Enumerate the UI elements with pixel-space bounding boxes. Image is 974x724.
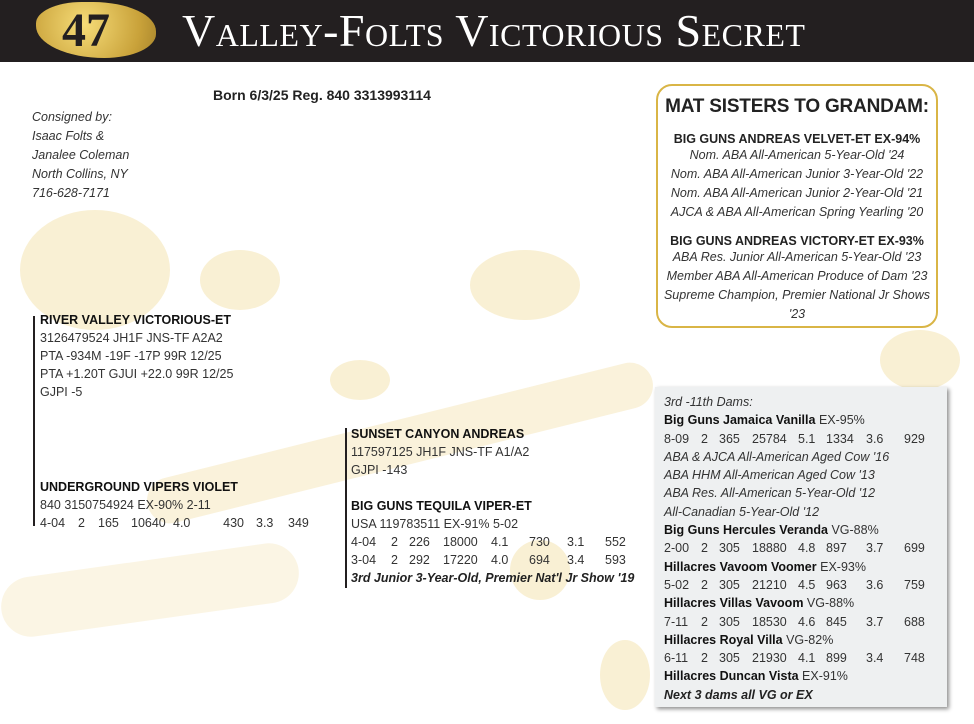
- dam-entry-classification: VG-88%: [831, 523, 879, 538]
- gold-splash: [330, 360, 390, 400]
- dam-entry-name: Hillacres Villas Vavoom: [664, 596, 804, 611]
- mat-sisters-box: [656, 84, 938, 328]
- stat-milkings: 2: [701, 541, 708, 556]
- stat-fat: 730: [529, 535, 550, 549]
- sister-award: ABA Res. Junior All-American 5-Year-Old '23: [672, 250, 922, 264]
- stat-milk: 10640: [131, 516, 166, 530]
- dam-entry-record: [664, 539, 947, 557]
- stat-protein-pct: 3.7: [866, 614, 884, 629]
- sister-name: BIG GUNS ANDREAS VICTORY-ET EX-93%: [670, 234, 924, 248]
- stat-milkings: 2: [391, 553, 398, 567]
- sire-block: [40, 311, 233, 401]
- stat-milk: 18000: [443, 535, 478, 549]
- sire-line: PTA +1.20T GJUI +22.0 99R 12/25: [40, 367, 234, 381]
- dam-entry-record: [664, 430, 947, 448]
- stat-age: 2-00: [664, 541, 690, 556]
- grandam-block: [351, 497, 635, 587]
- stat-age: 4-04: [351, 535, 377, 549]
- stat-milk: 25784: [752, 431, 787, 446]
- dam-entry-classification: EX-93%: [820, 559, 866, 574]
- stat-protein: 593: [605, 553, 626, 567]
- stat-fat-pct: 4.6: [798, 614, 816, 629]
- dam-entry-award: ABA & AJCA All-American Aged Cow '16: [664, 449, 890, 464]
- stat-milk: 21930: [752, 651, 787, 666]
- stat-fat-pct: 4.0: [491, 553, 509, 567]
- dam-entry-name: Big Guns Jamaica Vanilla: [664, 413, 816, 428]
- gold-splash: [200, 250, 280, 310]
- stat-days: 305: [719, 541, 740, 556]
- sister-award: Nom. ABA All-American Junior 3-Year-Old '22: [670, 167, 924, 181]
- stat-milkings: 2: [701, 577, 708, 592]
- dam-entry-classification: VG-82%: [786, 632, 834, 647]
- sire-name: RIVER VALLEY VICTORIOUS-ET: [40, 313, 231, 327]
- consignor-info: [32, 108, 129, 203]
- gold-streak: [0, 539, 303, 640]
- stat-age: 3-04: [351, 553, 377, 567]
- lot-number: 47: [62, 4, 110, 57]
- stat-protein: 929: [904, 431, 925, 446]
- stat-protein: 748: [904, 651, 925, 666]
- stat-protein-pct: 3.1: [567, 535, 585, 549]
- stat-age: 4-04: [40, 516, 66, 530]
- dam-entry: [664, 558, 947, 576]
- dams-heading: 3rd -11th Dams:: [664, 395, 753, 409]
- stat-fat-pct: 4.0: [173, 516, 191, 530]
- stat-protein-pct: 3.7: [866, 541, 884, 556]
- stat-age: 5-02: [664, 577, 690, 592]
- sire-line: 3126479524 JH1F JNS-TF A2A2: [40, 331, 223, 345]
- page-title: Valley-Folts Victorious Secret: [182, 5, 806, 56]
- stat-milk: 21210: [752, 577, 787, 592]
- stat-days: 165: [98, 516, 119, 530]
- consignor-label: Consigned by:: [32, 110, 112, 124]
- maternal-grandsire-line: 117597125 JH1F JNS-TF A1/A2: [351, 445, 530, 459]
- stat-fat: 430: [223, 516, 244, 530]
- maternal-grandsire-block: [351, 425, 529, 479]
- gold-splash: [880, 330, 960, 390]
- stat-protein: 699: [904, 541, 925, 556]
- consignor-line: North Collins, NY: [32, 167, 128, 181]
- dam-entry-record: [664, 576, 947, 594]
- stat-protein-pct: 3.4: [567, 553, 585, 567]
- grandam-award: 3rd Junior 3-Year-Old, Premier Nat'l Jr Show '19: [351, 571, 635, 585]
- stat-days: 226: [409, 535, 430, 549]
- stat-fat: 963: [826, 577, 847, 592]
- stat-fat-pct: 4.1: [798, 651, 816, 666]
- dam-registration: 840 3150754924 EX-90% 2-11: [40, 498, 211, 512]
- consignor-line: Janalee Coleman: [32, 148, 130, 162]
- grandam-registration: USA 119783511 EX-91% 5-02: [351, 517, 519, 531]
- stat-fat: 694: [529, 553, 550, 567]
- stat-protein: 552: [605, 535, 626, 549]
- dam-entry-record: [664, 649, 947, 667]
- dam-entry: [664, 594, 947, 612]
- grandam-name: BIG GUNS TEQUILA VIPER-ET: [351, 499, 532, 513]
- stat-days: 305: [719, 577, 740, 592]
- stat-protein: 759: [904, 577, 925, 592]
- gold-splash: [600, 640, 650, 710]
- dam-entry-name: Hillacres Royal Villa: [664, 632, 783, 647]
- gold-splash: [470, 250, 580, 320]
- stat-days: 292: [409, 553, 430, 567]
- dam-entry-award: All-Canadian 5-Year-Old '12: [664, 504, 820, 519]
- stat-fat-pct: 5.1: [798, 431, 816, 446]
- stat-fat-pct: 4.8: [798, 541, 816, 556]
- grandam-production-record: [351, 551, 635, 569]
- dam-entry-name: Hillacres Vavoom Voomer: [664, 559, 817, 574]
- mat-sisters-heading: MAT SISTERS TO GRANDAM:: [665, 96, 929, 117]
- stat-fat: 897: [826, 541, 847, 556]
- stat-days: 305: [719, 651, 740, 666]
- stat-milkings: 2: [391, 535, 398, 549]
- stat-days: 305: [719, 614, 740, 629]
- dam-name: UNDERGROUND VIPERS VIOLET: [40, 480, 238, 494]
- stat-protein: 688: [904, 614, 925, 629]
- stat-days: 365: [719, 431, 740, 446]
- stat-protein-pct: 3.6: [866, 431, 884, 446]
- dams-note: Next 3 dams all VG or EX: [664, 687, 813, 702]
- extended-dams-box: [655, 387, 947, 707]
- stat-protein-pct: 3.3: [256, 516, 274, 530]
- sire-line: PTA -934M -19F -17P 99R 12/25: [40, 349, 222, 363]
- birth-registration: Born 6/3/25 Reg. 840 3313993114: [213, 87, 431, 103]
- stat-protein-pct: 3.4: [866, 651, 884, 666]
- sister-award: Member ABA All-American Produce of Dam '23: [666, 269, 928, 283]
- stat-milk: 18880: [752, 541, 787, 556]
- stat-milkings: 2: [78, 516, 85, 530]
- grandam-production-record: [351, 533, 635, 551]
- dam-entry: [664, 521, 947, 539]
- consignor-line: Isaac Folts &: [32, 129, 105, 143]
- dam-entry: [664, 667, 947, 685]
- pedigree-bracket: [33, 316, 35, 526]
- dam-entry: [664, 411, 947, 429]
- dam-entry-record: [664, 613, 947, 631]
- stat-fat-pct: 4.5: [798, 577, 816, 592]
- maternal-grandsire-name: SUNSET CANYON ANDREAS: [351, 427, 525, 441]
- sister-name: BIG GUNS ANDREAS VELVET-ET EX-94%: [673, 132, 921, 146]
- stat-fat: 845: [826, 614, 847, 629]
- stat-fat: 1334: [826, 431, 854, 446]
- stat-age: 7-11: [664, 614, 689, 629]
- dam-block: [40, 478, 318, 532]
- dam-entry-name: Hillacres Duncan Vista: [664, 669, 799, 684]
- stat-milkings: 2: [701, 431, 708, 446]
- stat-fat: 899: [826, 651, 847, 666]
- dam-production-record: [40, 514, 318, 532]
- dam-entry-award: ABA Res. All-American 5-Year-Old '12: [664, 486, 876, 501]
- stat-protein: 349: [288, 516, 309, 530]
- sire-line: GJPI -5: [40, 385, 83, 399]
- sister-award: Nom. ABA All-American 5-Year-Old '24: [689, 148, 905, 162]
- header-bar: [0, 0, 974, 62]
- maternal-grandsire-line: GJPI -143: [351, 463, 408, 477]
- dam-entry-classification: EX-91%: [802, 669, 848, 684]
- dam-entry-classification: EX-95%: [818, 413, 865, 428]
- stat-age: 6-11: [664, 651, 689, 666]
- sister-award: Supreme Champion, Premier National Jr Shows '23: [663, 288, 931, 321]
- stat-milkings: 2: [701, 614, 708, 629]
- pedigree-bracket: [345, 428, 347, 588]
- stat-protein-pct: 3.6: [866, 577, 884, 592]
- consignor-line: 716-628-7171: [32, 186, 110, 200]
- sister-award: AJCA & ABA All-American Spring Yearling '20: [670, 205, 924, 219]
- stat-milk: 17220: [443, 553, 478, 567]
- stat-fat-pct: 4.1: [491, 535, 509, 549]
- sister-award: Nom. ABA All-American Junior 2-Year-Old '21: [670, 186, 924, 200]
- stat-age: 8-09: [664, 431, 690, 446]
- dam-entry-name: Big Guns Hercules Veranda: [664, 523, 828, 538]
- dam-entry-classification: VG-88%: [806, 596, 855, 611]
- stat-milk: 18530: [752, 614, 787, 629]
- dam-entry-award: ABA HHM All-American Aged Cow '13: [664, 468, 875, 483]
- dam-entry: [664, 631, 947, 649]
- stat-milkings: 2: [701, 651, 708, 666]
